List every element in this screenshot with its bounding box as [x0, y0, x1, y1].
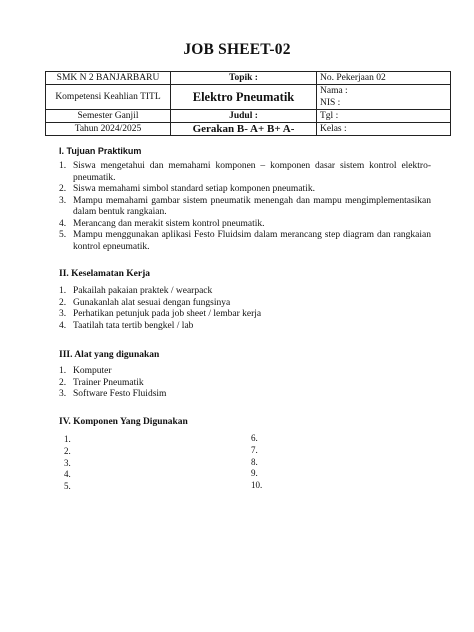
list-item: 6.	[251, 433, 258, 443]
list-item: 3. Perhatikan petunjuk pada job sheet / lembar kerja	[59, 309, 262, 319]
keselamatan-list	[59, 286, 431, 332]
header-row-3	[46, 110, 451, 123]
list-item: 1. Komputer	[59, 366, 112, 376]
list-item: 1.	[64, 434, 71, 444]
section-heading-tujuan: I. Tujuan Praktikum	[59, 146, 142, 156]
list-item: 7.	[251, 444, 258, 455]
nama-nis-cell	[317, 85, 451, 110]
list-item: 3. Mampu memahami gambar sistem pneumatik menengah dan mampu mengimplementasikan dalam bentuk rangkaian.	[59, 195, 431, 217]
nis-field: NIS :	[320, 98, 341, 108]
list-item: 8.	[251, 456, 258, 467]
komponen-list-left	[64, 434, 71, 493]
list-item: 4.	[64, 469, 71, 480]
list-item: 10.	[251, 480, 263, 491]
topik-label-cell: Topik :	[171, 72, 317, 85]
judul-value-cell: Gerakan B- A+ B+ A-	[171, 123, 317, 136]
list-item: 2. Siswa memahami simbol standard setiap komponen pneumatik.	[59, 184, 315, 194]
section-heading-keselamatan: II. Keselamatan Kerja	[59, 269, 151, 279]
komponen-list-right	[251, 433, 262, 492]
list-item: 4. Taatilah tata tertib bengkel / lab	[59, 320, 194, 331]
semester-cell: Semester Ganjil	[46, 110, 171, 123]
header-row-2	[46, 85, 451, 110]
judul-label-cell: Judul :	[171, 110, 317, 123]
nama-field: Nama :	[320, 86, 348, 96]
list-item: 5.	[64, 481, 71, 492]
header-row-1	[46, 72, 451, 85]
list-item: 3.	[64, 457, 71, 468]
header-table	[45, 71, 451, 136]
page-title: JOB SHEET-02	[183, 41, 291, 58]
school-cell: SMK N 2 BANJARBARU	[46, 72, 171, 85]
list-item: 3. Software Festo Fluidsim	[59, 389, 167, 399]
kompetensi-cell: Kompetensi Keahlian TITL	[46, 85, 171, 110]
topic-value-cell: Elektro Pneumatik	[171, 85, 317, 110]
tahun-cell: Tahun 2024/2025	[46, 123, 171, 136]
kelas-cell: Kelas :	[317, 123, 451, 136]
no-pekerjaan-cell: No. Pekerjaan 02	[317, 72, 451, 85]
list-item: 2. Trainer Pneumatik	[59, 377, 144, 388]
list-item: 5. Mampu menggunakan aplikasi Festo Fluidsim dalam merancang step diagram dan rangkaian kontrol epneumatik.	[59, 230, 431, 252]
list-item: 2.	[64, 445, 71, 456]
tgl-cell: Tgl :	[317, 110, 451, 123]
list-item: 4. Merancang dan merakit sistem kontrol pneumatik.	[59, 218, 265, 229]
alat-list	[59, 366, 431, 401]
section-heading-komponen: IV. Komponen Yang Digunakan	[59, 417, 188, 427]
list-item: 1. Pakailah pakaian praktek / wearpack	[59, 286, 213, 296]
list-item: 1. Siswa mengetahui dan memahami komponen – komponen dasar sistem kontrol elektro-pneumatik.	[59, 161, 431, 183]
tujuan-list	[59, 161, 431, 253]
header-row-4	[46, 123, 451, 136]
list-item: 9.	[251, 468, 258, 479]
section-heading-alat: III. Alat yang digunakan	[59, 350, 160, 360]
list-item: 2. Gunakanlah alat sesuai dengan fungsinya	[59, 297, 231, 308]
